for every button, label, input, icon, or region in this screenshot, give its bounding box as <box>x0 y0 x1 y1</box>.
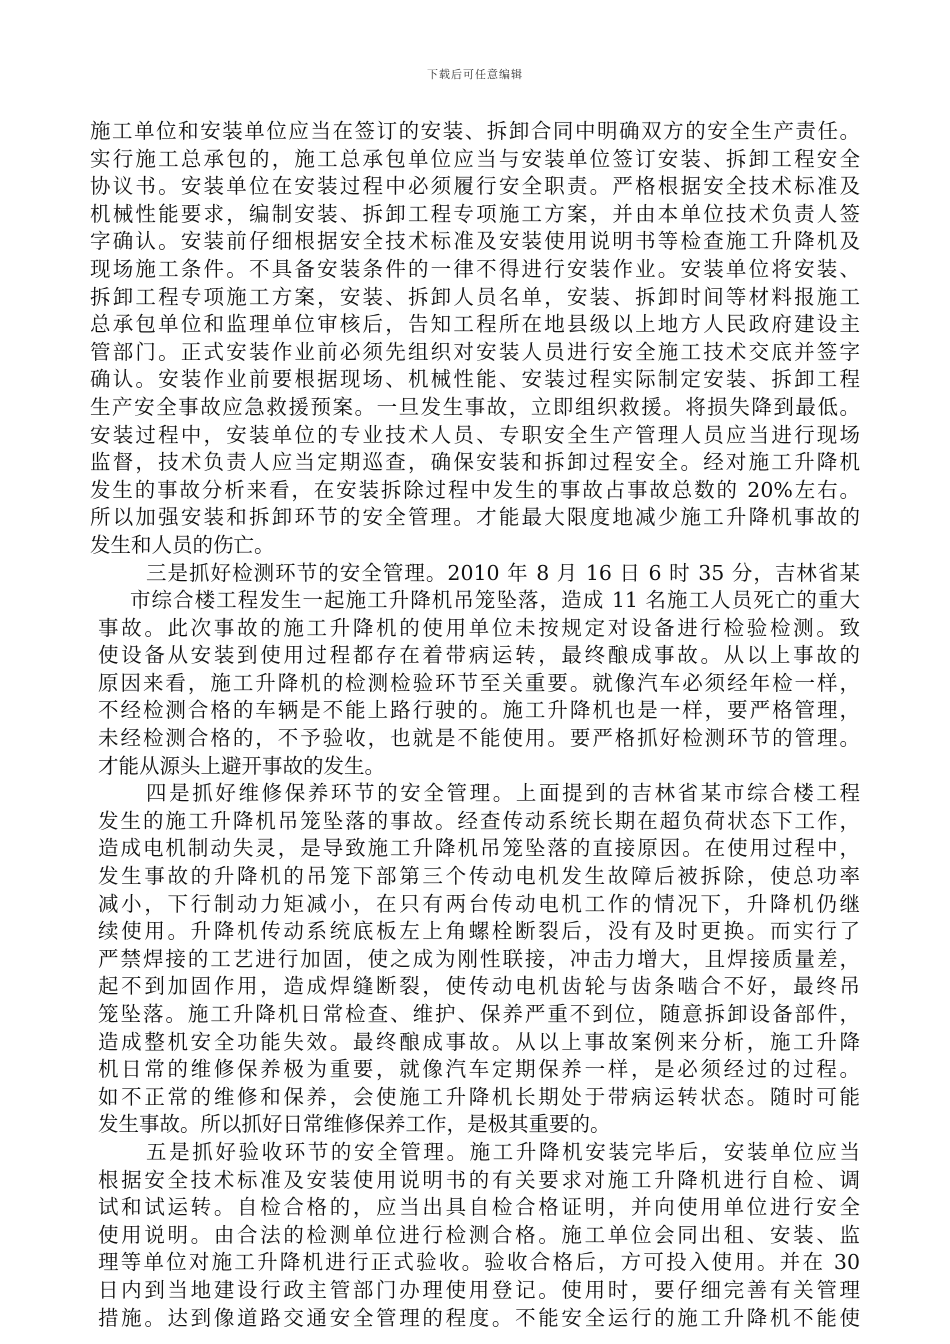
document-body <box>90 118 860 1332</box>
text-line: 试和试运转。自检合格的，应当出具自检合格证明，并向使用单位进行安全 <box>98 1195 860 1220</box>
text-line: 机日常的维修保养极为重要，就像汽车定期保养一样，是必须经过的过程。 <box>98 1057 860 1082</box>
text-line: 三是抓好检测环节的安全管理。2010 年 8 月 16 日 6 时 35 分，吉林省某 <box>146 560 860 585</box>
text-line: 机械性能要求，编制安装、拆卸工程专项施工方案，并由本单位技术负责人签 <box>90 201 860 226</box>
text-line: 起不到加固作用，造成焊缝断裂，使传动电机齿轮与齿条啮合不好，最终吊 <box>98 974 860 999</box>
text-line: 才能从源头上避开事故的发生。 <box>98 753 385 778</box>
text-line: 施工单位和安装单位应当在签订的安装、拆卸合同中明确双方的安全生产责任。 <box>90 119 860 143</box>
text-line: 措施。达到像道路交通安全管理的程度。不能安全运行的施工升降机不能使 <box>98 1305 860 1330</box>
text-line: 笼坠落。施工升降机日常检查、维护、保养严重不到位，随意拆卸设备部件， <box>98 1002 860 1026</box>
text-line: 根据安全技术标准及安装使用说明书的有关要求对施工升降机进行自检、调 <box>98 1167 860 1192</box>
text-line: 发生的事故分析来看，在安装拆除过程中发生的事故占事故总数的 20%左右。 <box>90 477 860 502</box>
text-line: 使设备从安装到使用过程都存在着带病运转，最终酿成事故。从以上事故的 <box>98 643 860 668</box>
text-line: 发生事故。所以抓好日常维修保养工作，是极其重要的。 <box>98 1112 611 1137</box>
text-line: 所以加强安装和拆卸环节的安全管理。才能最大限度地减少施工升降机事故的 <box>90 505 860 530</box>
text-line: 确认。安装作业前要根据现场、机械性能、安装过程实际制定安装、拆卸工程 <box>90 367 860 392</box>
text-line: 市综合楼工程发生一起施工升降机吊笼坠落，造成 11 名施工人员死亡的重大 <box>130 588 860 613</box>
text-line: 管部门。正式安装作业前必须先组织对安装人员进行安全施工技术交底并签字 <box>90 339 860 364</box>
text-line: 拆卸工程专项施工方案，安装、拆卸人员名单，安装、拆卸时间等材料报施工 <box>90 284 860 309</box>
text-line: 未经检测合格的，不予验收，也就是不能使用。要严格抓好检测环节的管理。 <box>98 726 860 751</box>
text-line: 不经检测合格的车辆是不能上路行驶的。施工升降机也是一样，要严格管理， <box>98 698 860 723</box>
text-line: 续使用。升降机传动系统底板左上角螺栓断裂后，没有及时更换。而实行了 <box>98 919 860 944</box>
text-line: 四是抓好维修保养环节的安全管理。上面提到的吉林省某市综合楼工程 <box>146 781 860 806</box>
text-line: 发生和人员的伤亡。 <box>90 532 275 557</box>
text-line: 严禁焊接的工艺进行加固，使之成为刚性联接，冲击力增大，且焊接质量差， <box>98 946 860 971</box>
text-line: 造成整机安全功能失效。最终酿成事故。从以上事故案例来分析，施工升降 <box>98 1029 860 1054</box>
text-line: 总承包单位和监理单位审核后，告知工程所在地县级以上地方人民政府建设主 <box>90 312 860 337</box>
text-line: 字确认。安装前仔细根据安全技术标准及安装使用说明书等检查施工升降机及 <box>90 229 860 254</box>
text-line: 事故。此次事故的施工升降机的使用单位未按规定对设备进行检验检测。致 <box>98 615 860 640</box>
text-line: 实行施工总承包的，施工总承包单位应当与安装单位签订安装、拆卸工程安全 <box>90 146 860 171</box>
text-line: 五是抓好验收环节的安全管理。施工升降机安装完毕后，安装单位应当 <box>146 1139 860 1164</box>
page-header: 下载后可任意编辑 <box>427 68 523 81</box>
text-line: 现场施工条件。不具备安装条件的一律不得进行安装作业。安装单位将安装、 <box>90 256 860 281</box>
text-line: 原因来看，施工升降机的检测检验环节至关重要。就像汽车必须经年检一样， <box>98 670 860 695</box>
text-line: 日内到当地建设行政主管部门办理使用登记。使用时，要仔细完善有关管理 <box>98 1277 860 1302</box>
text-line: 发生的施工升降机吊笼坠落的事故。经查传动系统长期在超负荷状态下工作， <box>98 808 860 833</box>
text-line: 减小，下行制动力矩减小，在只有两台传动电机工作的情况下，升降机仍继 <box>98 891 860 916</box>
text-line: 使用说明。由合法的检测单位进行检测合格。施工单位会同出租、安装、监 <box>98 1222 860 1247</box>
text-line: 安装过程中，安装单位的专业技术人员、专职安全生产管理人员应当进行现场 <box>90 422 860 447</box>
text-line: 协议书。安装单位在安装过程中必须履行安全职责。严格根据安全技术标准及 <box>90 174 860 199</box>
text-line: 生产安全事故应急救援预案。一旦发生事故，立即组织救援。将损失降到最低。 <box>90 394 860 419</box>
text-line: 造成电机制动失灵，是导致施工升降机吊笼坠落的直接原因。在使用过程中， <box>98 836 860 861</box>
text-line: 如不正常的维修和保养，会使施工升降机长期处于带病运转状态。随时可能 <box>98 1084 860 1109</box>
text-line: 理等单位对施工升降机进行正式验收。验收合格后，方可投入使用。并在 30 <box>98 1250 860 1275</box>
text-line: 发生事故的升降机的吊笼下部第三个传动电机发生故障后被拆除，使总功率 <box>98 864 860 889</box>
text-line: 监督，技术负责人应当定期巡查，确保安装和拆卸过程安全。经对施工升降机 <box>90 450 860 475</box>
